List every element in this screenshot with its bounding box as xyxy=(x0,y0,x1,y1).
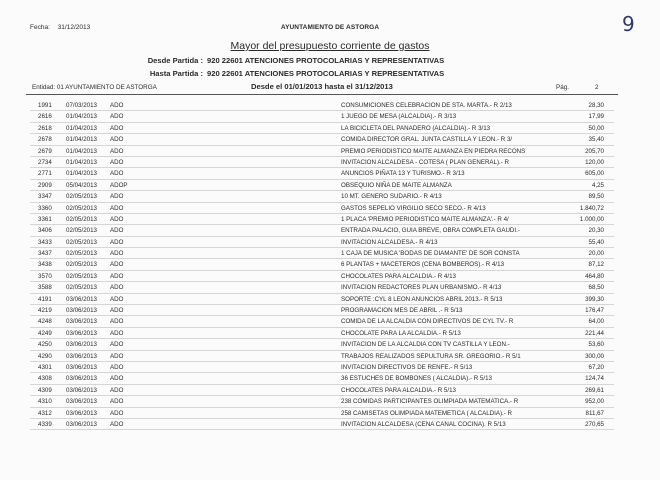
entry-date: 03/06/2013 xyxy=(66,363,97,371)
entry-operation-code: ADO xyxy=(110,102,124,109)
entry-amount: 952,00 xyxy=(585,398,604,406)
entry-description: CHOCOLATE PARA LA ALCALDIA.- R 5/13 xyxy=(341,329,461,337)
entry-description: TRABAJOS REALIZADOS SEPULTURA SR. GREGORIO.- R 5/1 xyxy=(341,352,521,360)
entry-operation-code: ADO xyxy=(110,341,124,349)
entry-number: 2771 xyxy=(38,170,52,178)
table-row xyxy=(0,123,660,134)
desde-partida xyxy=(140,56,444,65)
entry-description: 10 MT. GENERO SUDARIO.- R 4/13 xyxy=(341,193,442,201)
entry-date: 07/03/2013 xyxy=(66,102,97,109)
entry-amount: 464,80 xyxy=(585,272,604,280)
entry-description: GASTOS SEPELIO VIRGILIO SECO SECO.- R 4/13 xyxy=(341,204,486,212)
entry-date: 02/05/2013 xyxy=(66,284,97,292)
entry-description: INVITACION REDACTORES PLAN URBANISMO.- R 4/13 xyxy=(341,284,502,292)
entry-amount: 1.840,72 xyxy=(579,204,604,212)
entry-date: 03/06/2013 xyxy=(66,420,97,428)
entry-amount: 50,00 xyxy=(588,124,604,132)
entry-number: 1991 xyxy=(38,102,52,109)
entry-operation-code: ADO xyxy=(110,420,124,428)
table-row xyxy=(0,134,660,145)
entry-operation-code: ADO xyxy=(110,375,124,383)
entry-operation-code: ADO xyxy=(110,295,124,303)
entry-amount: 221,44 xyxy=(585,329,604,337)
entry-operation-code: ADO xyxy=(110,193,124,201)
entry-date: 03/06/2013 xyxy=(66,375,97,383)
entry-operation-code: ADO xyxy=(110,227,124,235)
entry-operation-code: ADO xyxy=(110,204,124,212)
row-divider xyxy=(30,429,614,430)
entry-amount: 124,74 xyxy=(585,375,604,383)
entry-description: 1 PLACA 'PREMIO PERIODISTICO MAITE ALMANZA'.- R 4/ xyxy=(341,215,509,223)
entry-amount: 120,00 xyxy=(585,158,604,166)
page-indicator xyxy=(556,84,598,91)
entry-number: 4301 xyxy=(38,363,52,371)
entry-amount: 35,40 xyxy=(588,136,604,144)
table-row xyxy=(0,271,660,282)
table-row xyxy=(0,214,660,225)
table-row xyxy=(0,351,660,362)
table-row xyxy=(0,100,660,111)
entry-number: 2734 xyxy=(38,158,52,166)
entry-number: 3360 xyxy=(38,204,52,212)
entry-number: 4250 xyxy=(38,341,52,349)
hasta-partida xyxy=(140,69,444,78)
entry-description: INVITACION ALCALDESA (CENA CANAL COCINA). R 5/13 xyxy=(341,420,506,428)
ledger-table xyxy=(0,100,660,430)
period-range: Desde el 01/01/2013 hasta el 31/12/2013 xyxy=(251,82,393,91)
entry-number: 3570 xyxy=(38,272,52,280)
entry-description: CHOCOLATES PARA ALCALDIA.- R 4/13 xyxy=(341,272,456,280)
table-row xyxy=(0,191,660,202)
table-row xyxy=(0,328,660,339)
hasta-partida-label: Hasta Partida : xyxy=(149,69,203,78)
entry-amount: 605,00 xyxy=(585,170,604,178)
entry-description: INVITACION ALCALDESA.- R 4/13 xyxy=(341,238,438,246)
entry-number: 3347 xyxy=(38,193,52,201)
entry-number: 4312 xyxy=(38,409,52,417)
entry-date: 02/05/2013 xyxy=(66,238,97,246)
entry-amount: 205,70 xyxy=(585,147,604,155)
entry-description: 6 PLANTAS + MACETEROS (CENA BOMBEROS).- R 4/13 xyxy=(341,261,505,269)
header-divider xyxy=(26,94,618,95)
entry-description: INVITACION DE LA ALCALDIA CON TV CASTILLA Y LEON.- xyxy=(341,341,510,349)
entry-operation-code: ADO xyxy=(110,318,124,326)
entry-date: 02/05/2013 xyxy=(66,272,97,280)
table-row xyxy=(0,362,660,373)
entry-description: 1 JUEGO DE MESA (ALCALDIA).- R 3/13 xyxy=(341,113,457,121)
entry-date: 03/06/2013 xyxy=(66,318,97,326)
entry-number: 2909 xyxy=(38,181,52,189)
entry-number: 3588 xyxy=(38,284,52,292)
entry-amount: 399,30 xyxy=(585,295,604,303)
entry-description: 36 ESTUCHES DE BOMBONES ( ALCALDIA).- R 5/13 xyxy=(341,375,492,383)
entry-description: COMIDA DE LA ALCALDIA CON DIRECTIVOS DE CYL TV.- R xyxy=(341,318,514,326)
entry-number: 3437 xyxy=(38,250,52,258)
entry-date: 03/06/2013 xyxy=(66,307,97,315)
entry-description: PROGRAMACION MES DE ABRIL .- R 5/13 xyxy=(341,307,463,315)
table-row xyxy=(0,305,660,316)
entry-date: 02/05/2013 xyxy=(66,193,97,201)
entry-number: 4309 xyxy=(38,386,52,394)
entry-description: COMIDA DIRECTOR GRAL. JUNTA CASTILLA Y LEON.- R 3/ xyxy=(341,136,513,144)
handwritten-page-mark: 9 xyxy=(622,12,635,36)
table-row xyxy=(0,294,660,305)
entry-description: CONSUMICIONES CELEBRACION DE STA. MARTA.- R 2/13 xyxy=(341,102,512,109)
entry-operation-code: ADO xyxy=(110,272,124,280)
table-row xyxy=(0,419,660,430)
entry-number: 4191 xyxy=(38,295,52,303)
page-number: 2 xyxy=(594,84,599,91)
entry-operation-code: ADO xyxy=(110,284,124,292)
entry-number: 3406 xyxy=(38,227,52,235)
page-label: Pág. xyxy=(556,84,569,91)
entry-date: 01/04/2013 xyxy=(66,158,97,166)
desde-partida-label: Desde Partida : xyxy=(147,56,203,65)
entry-amount: 64,00 xyxy=(588,318,604,326)
entry-date: 05/04/2013 xyxy=(66,181,97,189)
table-row xyxy=(0,180,660,191)
entry-number: 4339 xyxy=(38,420,52,428)
desde-partida-value: 920 22601 ATENCIONES PROTOCOLARIAS Y REPRESENTATIVAS xyxy=(207,56,445,65)
entry-amount: 811,67 xyxy=(585,409,604,417)
entry-date: 02/05/2013 xyxy=(66,261,97,269)
entry-date: 02/05/2013 xyxy=(66,250,97,258)
table-row xyxy=(0,259,660,270)
table-row xyxy=(0,237,660,248)
entry-description: INVITACION ALCALDESA - COTESA ( PLAN GENERAL).- R xyxy=(341,158,510,166)
entry-description: CHOCOLATES PARA ALCALDIA.- R 5/13 xyxy=(341,386,456,394)
entry-date: 03/06/2013 xyxy=(66,295,97,303)
entity-label: Entidad: 01 AYUNTAMIENTO DE ASTORGA xyxy=(32,84,157,91)
entry-number: 4308 xyxy=(38,375,52,383)
table-row xyxy=(0,282,660,293)
hasta-partida-value: 920 22601 ATENCIONES PROTOCOLARIAS Y REPRESENTATIVAS xyxy=(207,69,445,78)
entry-operation-code: ADOP xyxy=(110,181,128,189)
entry-date: 03/06/2013 xyxy=(66,329,97,337)
table-row xyxy=(0,248,660,259)
table-row xyxy=(0,225,660,236)
table-row xyxy=(0,168,660,179)
entry-amount: 89,50 xyxy=(588,193,604,201)
entry-date: 03/06/2013 xyxy=(66,398,97,406)
entry-operation-code: ADO xyxy=(110,158,124,166)
entry-operation-code: ADO xyxy=(110,352,124,360)
entry-description: ENTRADA PALACIO, GUIA BREVE, OBRA COMPLETA GAUDI.- xyxy=(341,227,520,235)
entry-amount: 176,47 xyxy=(585,307,604,315)
entry-number: 4219 xyxy=(38,307,52,315)
table-row xyxy=(0,203,660,214)
entry-description: 238 COMIDAS PARTICIPANTES OLIMPIADA MATEMATICA.- R xyxy=(341,398,519,406)
table-row xyxy=(0,111,660,122)
entry-description: PREMIO PERIODISTICO MAITE ALMANZA EN PIEDRA RECONS xyxy=(341,147,526,155)
entry-amount: 1.000,00 xyxy=(579,215,604,223)
entry-operation-code: ADO xyxy=(110,307,124,315)
entry-operation-code: ADO xyxy=(110,124,124,132)
entry-description: INVITACION DIRECTIVOS DE RENFE.- R 5/13 xyxy=(341,363,473,371)
entry-number: 2678 xyxy=(38,136,52,144)
report-date-value: 31/12/2013 xyxy=(57,24,91,31)
entry-amount: 300,00 xyxy=(585,352,604,360)
entry-number: 2616 xyxy=(38,113,52,121)
table-row xyxy=(0,157,660,168)
entry-operation-code: ADO xyxy=(110,113,124,121)
entry-description: LA BICICLETA DEL PANADERO (ALCALDIA).- R 3/13 xyxy=(341,124,491,132)
entry-date: 01/04/2013 xyxy=(66,147,97,155)
entry-amount: 20,30 xyxy=(588,227,604,235)
entry-description: OBSEQUIO NIÑA DE MAITE ALMANZA xyxy=(341,181,452,189)
entry-operation-code: ADO xyxy=(110,215,124,223)
entry-operation-code: ADO xyxy=(110,250,124,258)
entry-number: 4249 xyxy=(38,329,52,337)
entry-number: 2618 xyxy=(38,124,52,132)
entry-operation-code: ADO xyxy=(110,386,124,394)
entry-number: 4290 xyxy=(38,352,52,360)
entry-amount: 53,60 xyxy=(588,341,604,349)
entry-operation-code: ADO xyxy=(110,147,124,155)
entry-date: 03/06/2013 xyxy=(66,409,97,417)
table-row xyxy=(0,146,660,157)
entry-amount: 55,40 xyxy=(588,238,604,246)
entry-date: 02/05/2013 xyxy=(66,215,97,223)
table-row xyxy=(0,373,660,384)
entry-amount: 20,00 xyxy=(588,250,604,258)
entry-operation-code: ADO xyxy=(110,136,124,144)
table-row xyxy=(0,396,660,407)
organization-name: AYUNTAMIENTO DE ASTORGA xyxy=(280,24,380,31)
entry-date: 03/06/2013 xyxy=(66,352,97,360)
table-row xyxy=(0,339,660,350)
entry-number: 3361 xyxy=(38,215,52,223)
entry-operation-code: ADO xyxy=(110,363,124,371)
entry-date: 01/04/2013 xyxy=(66,136,97,144)
entry-operation-code: ADO xyxy=(110,409,124,417)
entry-amount: 28,30 xyxy=(588,102,604,109)
entry-date: 01/04/2013 xyxy=(66,170,97,178)
entry-operation-code: ADO xyxy=(110,398,124,406)
table-row xyxy=(0,408,660,419)
entry-date: 01/04/2013 xyxy=(66,124,97,132)
entry-amount: 68,50 xyxy=(588,284,604,292)
entry-amount: 67,20 xyxy=(588,363,604,371)
entry-amount: 270,65 xyxy=(585,420,604,428)
entry-number: 4310 xyxy=(38,398,52,406)
entry-number: 2679 xyxy=(38,147,52,155)
table-row xyxy=(0,316,660,327)
entry-operation-code: ADO xyxy=(110,329,124,337)
entry-date: 02/05/2013 xyxy=(66,204,97,212)
entry-description: SOPORTE :CYL 8 LEON ANUNCIOS ABRIL 2013.- R 5/13 xyxy=(341,295,503,303)
entry-description: ANUNCIOS PIÑATA 13 Y TURISMO.- R 3/13 xyxy=(341,170,465,178)
entry-description: 1 CAJA DE MUSICA 'BODAS DE DIAMANTE' DE SOR CONSTA xyxy=(341,250,520,258)
entry-date: 01/04/2013 xyxy=(66,113,97,121)
entry-amount: 87,12 xyxy=(588,261,604,269)
entry-operation-code: ADO xyxy=(110,261,124,269)
entry-operation-code: ADO xyxy=(110,238,124,246)
entry-amount: 4,25 xyxy=(591,181,604,189)
entry-number: 4248 xyxy=(38,318,52,326)
entry-date: 02/05/2013 xyxy=(66,227,97,235)
entry-date: 03/06/2013 xyxy=(66,341,97,349)
entry-operation-code: ADO xyxy=(110,170,124,178)
entry-description: 258 CAMISETAS OLIMPIADA MATEMETICA ( ALCALDIA).- R xyxy=(341,409,512,417)
entry-number: 3433 xyxy=(38,238,52,246)
report-date-label: Fecha: xyxy=(30,24,50,31)
entry-number: 3438 xyxy=(38,261,52,269)
report-title: Mayor del presupuesto corriente de gastos xyxy=(230,40,430,52)
table-row xyxy=(0,385,660,396)
entry-amount: 17,99 xyxy=(588,113,604,121)
entry-date: 03/06/2013 xyxy=(66,386,97,394)
entry-amount: 269,61 xyxy=(585,386,604,394)
